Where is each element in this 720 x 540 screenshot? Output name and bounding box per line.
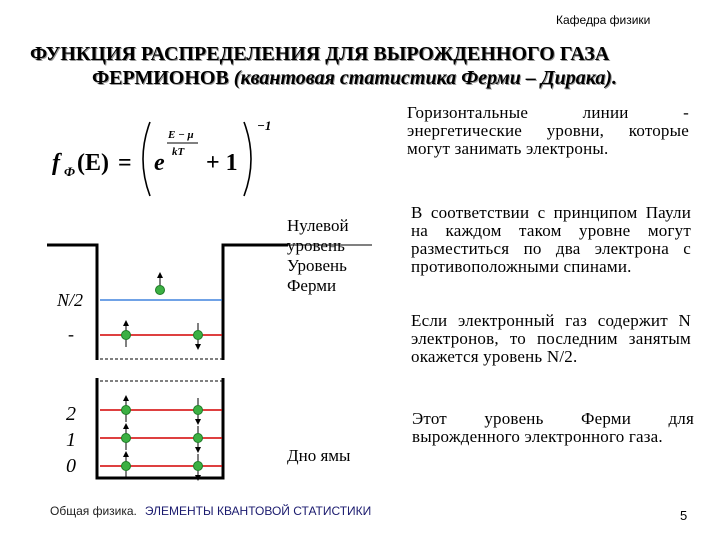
title-line1: ФУНКЦИЯ РАСПРЕДЕЛЕНИЯ ДЛЯ ВЫРОЖДЕННОГО ГАЗА — [30, 43, 610, 65]
formula-exp-denominator: kT — [172, 146, 185, 158]
well-bottom-label: Дно ямы — [287, 446, 351, 465]
formula-f: f — [52, 150, 60, 176]
fermi-level-text: Уровень Ферми — [287, 256, 347, 295]
electron — [122, 331, 131, 340]
dash-label: - — [68, 324, 74, 344]
electron — [194, 434, 203, 443]
department-header: Кафедра физики — [556, 13, 651, 27]
description-horizontal-lines: Горизонтальные линии - энергетические уровни, которые могут занимать электроны. — [407, 103, 689, 158]
formula-plus-one: + 1 — [206, 150, 238, 176]
footer-section: ЭЛЕМЕНТЫ КВАНТОВОЙ СТАТИСТИКИ — [144, 504, 372, 518]
formula-argument: (E) — [77, 150, 109, 176]
footer-course: Общая физика. — [50, 504, 137, 518]
level-number-0: 0 — [66, 455, 76, 477]
electron — [194, 331, 203, 340]
n-half-label: N/2 — [57, 290, 84, 310]
well-lower-walls — [97, 378, 223, 478]
level-number-2: 2 — [66, 403, 76, 425]
electron-fermi — [156, 286, 165, 295]
level-number-1: 1 — [66, 429, 76, 451]
footer — [50, 504, 371, 518]
title-line2-italic: (квантовая статистика Ферми – Дирака). — [233, 67, 617, 89]
electron — [194, 462, 203, 471]
well-walls — [47, 245, 288, 478]
formula-outer-exponent: −1 — [257, 118, 272, 133]
formula-subscript: Ф — [64, 164, 76, 179]
energy-levels — [100, 275, 222, 478]
formula-base-e: e — [154, 150, 165, 176]
description-n-electrons: Если электронный газ содержит N электронов, то последним занятым окажется уровень N/2. — [411, 311, 691, 366]
page-number: 5 — [680, 508, 688, 523]
electron — [122, 406, 131, 415]
zero-level-label — [287, 216, 367, 296]
electron — [194, 406, 203, 415]
title-line2: ФЕРМИОНОВ — [92, 67, 234, 89]
electron — [122, 462, 131, 471]
description-pauli: В соответствии с принципом Паули на каждом таком уровне могут разместиться по два электрона с противоположными спинами. — [411, 203, 691, 276]
right-wall-upper — [223, 245, 288, 360]
formula-equals: = — [118, 150, 132, 176]
electron — [122, 434, 131, 443]
description-fermi-level: Этот уровень Ферми для вырожденного электронного газа. — [412, 409, 694, 446]
formula-exp-numerator: E − μ — [168, 129, 194, 141]
zero-level-text: Нулевой уровень — [287, 216, 349, 255]
